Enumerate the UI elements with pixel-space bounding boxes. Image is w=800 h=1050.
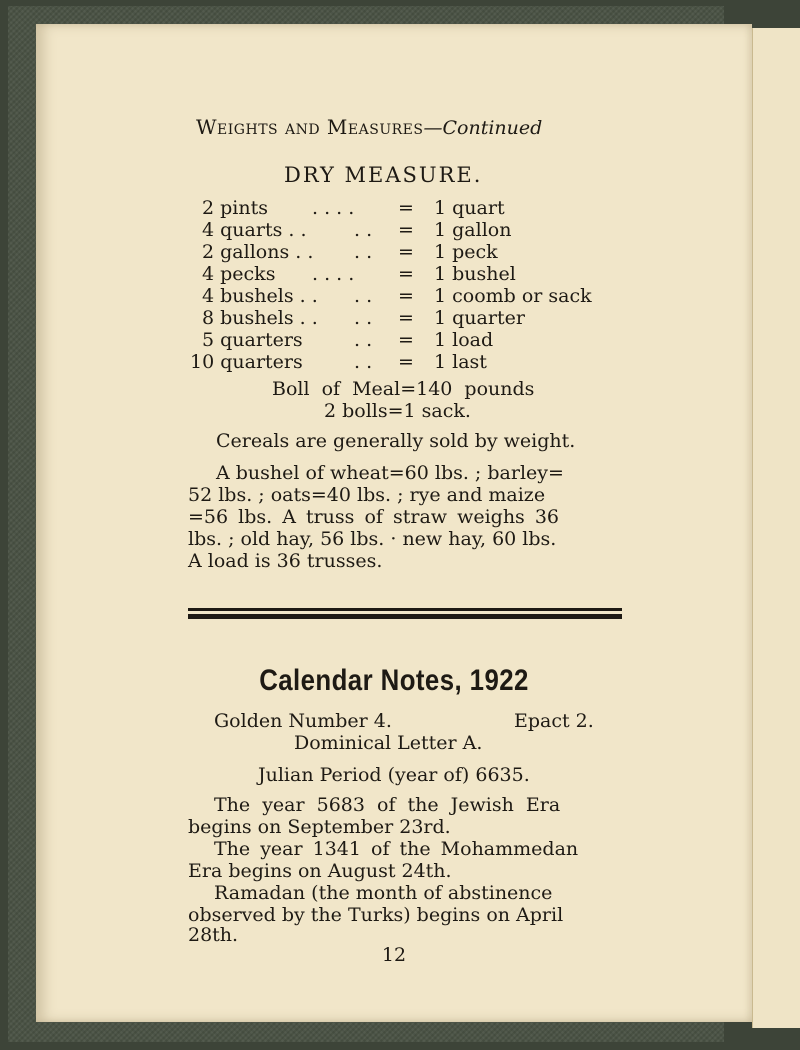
measure-from: 4 quarts . . bbox=[202, 219, 307, 241]
measure-to: 1 last bbox=[434, 351, 487, 373]
julian-period: Julian Period (year of) 6635. bbox=[258, 764, 530, 786]
paragraph-line: A bushel of wheat=60 lbs. ; barley= bbox=[216, 462, 564, 484]
paragraph-line: 28th. bbox=[188, 924, 239, 946]
section-divider-top bbox=[188, 608, 622, 611]
dominical-letter: Dominical Letter A. bbox=[294, 732, 483, 754]
measure-from: 2 pints bbox=[202, 197, 268, 219]
measure-row bbox=[186, 330, 646, 351]
measure-dots: . . bbox=[354, 351, 373, 373]
page-number: 12 bbox=[381, 944, 407, 966]
boll-of-meal-line: Boll of Meal=140 pounds bbox=[272, 378, 535, 400]
paragraph-line: observed by the Turks) begins on April bbox=[188, 904, 564, 926]
measure-equals: = bbox=[398, 351, 414, 373]
calendar-notes-title: Calendar Notes, 1922 bbox=[259, 664, 529, 697]
paragraph-line: The year 1341 of the Mohammedan bbox=[214, 838, 579, 860]
dry-measure-title: DRY MEASURE. bbox=[284, 163, 483, 187]
measure-from: 4 bushels . . bbox=[202, 285, 318, 307]
measure-to: 1 bushel bbox=[434, 263, 516, 285]
running-header bbox=[196, 116, 542, 139]
measure-from: 8 bushels . . bbox=[202, 307, 318, 329]
measure-dots: . . bbox=[354, 307, 373, 329]
measure-to: 1 quarter bbox=[434, 307, 525, 329]
measure-from: 5 quarters bbox=[202, 329, 303, 351]
bolls-sack-line: 2 bolls=1 sack. bbox=[324, 400, 471, 422]
paragraph-line: Ramadan (the month of abstinence bbox=[214, 882, 553, 904]
measure-row bbox=[186, 242, 646, 263]
paragraph-line: 52 lbs. ; oats=40 lbs. ; rye and maize bbox=[188, 484, 546, 506]
measure-equals: = bbox=[398, 219, 414, 241]
measure-row bbox=[186, 286, 646, 307]
paragraph-line: Era begins on August 24th. bbox=[188, 860, 452, 882]
measure-equals: = bbox=[398, 329, 414, 351]
header-title: Weights and Measures bbox=[196, 115, 424, 139]
paragraph-line: lbs. ; old hay, 56 lbs. · new hay, 60 lbs. bbox=[188, 528, 557, 550]
measure-row bbox=[186, 198, 646, 219]
epact: Epact 2. bbox=[514, 710, 594, 732]
measure-to: 1 peck bbox=[434, 241, 498, 263]
measure-row bbox=[186, 264, 646, 285]
measure-from: 4 pecks bbox=[202, 263, 276, 285]
measure-row bbox=[186, 352, 646, 373]
golden-number: Golden Number 4. bbox=[214, 710, 392, 732]
measure-equals: = bbox=[398, 197, 414, 219]
measure-equals: = bbox=[398, 307, 414, 329]
measure-row bbox=[186, 308, 646, 329]
measure-to: 1 quart bbox=[434, 197, 505, 219]
measure-from: 10 quarters bbox=[190, 351, 303, 373]
measure-dots: . . bbox=[354, 285, 373, 307]
measure-dots: . . . . bbox=[312, 197, 355, 219]
measure-dots: . . . . bbox=[312, 263, 355, 285]
measure-equals: = bbox=[398, 285, 414, 307]
paragraph-line: begins on September 23rd. bbox=[188, 816, 451, 838]
header-continued: —Continued bbox=[423, 117, 543, 139]
measure-equals: = bbox=[398, 241, 414, 263]
measure-to: 1 coomb or sack bbox=[434, 285, 592, 307]
measure-dots: . . bbox=[354, 219, 373, 241]
measure-dots: . . bbox=[354, 241, 373, 263]
measure-row bbox=[186, 220, 646, 241]
paragraph-line: =56 lbs. A truss of straw weighs 36 bbox=[188, 506, 560, 528]
paragraph-line: A load is 36 trusses. bbox=[188, 550, 383, 572]
measure-dots: . . bbox=[354, 329, 373, 351]
paragraph-line: The year 5683 of the Jewish Era bbox=[214, 794, 561, 816]
adjacent-page-edge bbox=[752, 28, 800, 1028]
book-page bbox=[36, 24, 752, 1022]
section-divider-bottom bbox=[188, 614, 622, 619]
measure-to: 1 gallon bbox=[434, 219, 512, 241]
measure-to: 1 load bbox=[434, 329, 494, 351]
measure-equals: = bbox=[398, 263, 414, 285]
measure-from: 2 gallons . . bbox=[202, 241, 314, 263]
cereals-note: Cereals are generally sold by weight. bbox=[216, 430, 576, 452]
